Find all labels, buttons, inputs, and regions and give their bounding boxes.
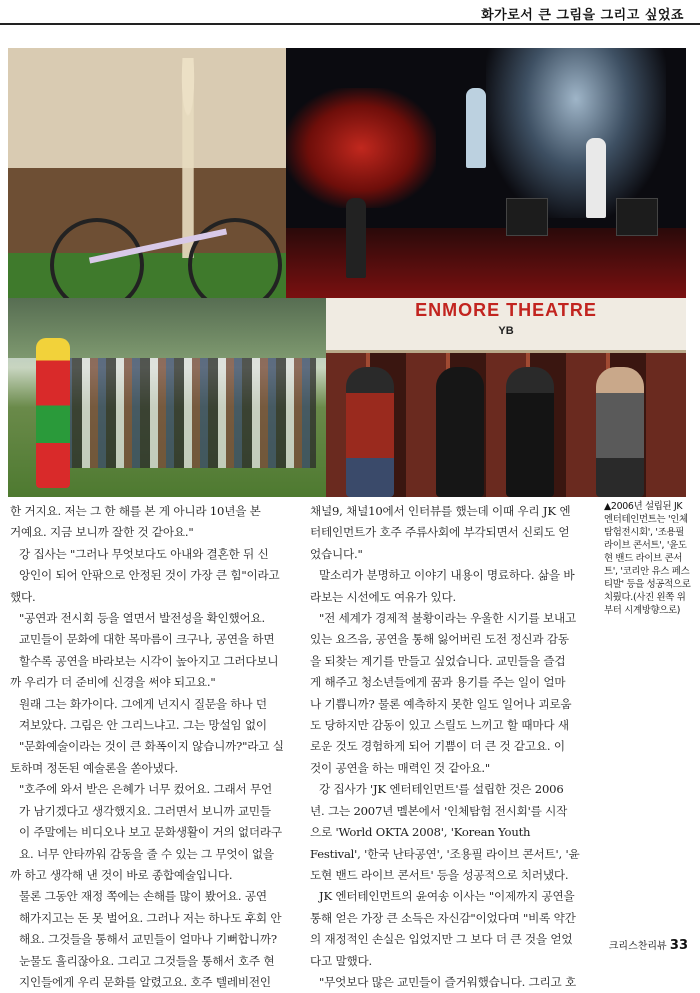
crowd [38, 358, 316, 468]
article-line: "공연과 전시회 등을 열면서 발전성을 확인했어요. [19, 611, 266, 626]
article-line: 해가지고는 돈 못 벌어요. 그러나 저는 하나도 후회 안 [19, 910, 282, 925]
article-line: 채널9, 채널10에서 인터뷰를 했는데 이때 우리 JK 엔 [310, 504, 571, 518]
article-line: 년. 그는 2007년 멜본에서 '인체탐험 전시회'를 시작 [310, 803, 568, 818]
article-line: 물론 그동안 재정 쪽에는 손해를 많이 봤어요. 공연 [19, 889, 267, 904]
photo-caption: ▲2006년 설립된 JK 엔터테인먼트는 '인체탐험전시회', '조용필 라이브 콘서트', '윤도현 밴드 라이브 콘서트', '코리안 유스 페스티발' 등을 성공적으로 치뤘다.(사진 왼쪽 위부터 시계방향으로) [604, 501, 691, 616]
article-line: 해요. 그것들을 통해서 교민들이 얼마나 기뻐합니까? [19, 932, 277, 947]
guitarist-figure [346, 198, 366, 278]
article-line: 있는 요즈음, 공연을 통해 잃어버린 도전 정신과 감동 [310, 632, 569, 647]
article-line: 져보았다. 그림은 안 그리느냐고. 그는 망설임 없이 [19, 718, 267, 733]
article-line: 가 남기겠다고 생각했지요. 그러면서 보니까 교민들 [19, 803, 271, 818]
article-line: 말소리가 분명하고 이야기 내용이 명료하다. 삶을 바 [319, 568, 575, 583]
article-line: "호주에 와서 받은 은혜가 너무 컸어요. 그래서 무언 [19, 782, 273, 797]
keyboardist-figure [466, 88, 486, 168]
article-line: 로운 것도 경험하게 되어 기쁨이 더 큰 것 같고요. 이 [310, 739, 565, 754]
article-line: 지인들에게 우리 문화를 알렸고요. 호주 텔레비전인 [19, 974, 271, 989]
article-line: 한 거지요. 저는 그 한 해를 본 게 아니라 10년을 본 [10, 504, 261, 518]
clown-figure [36, 338, 70, 488]
running-head: 화가로서 큰 그림을 그리고 싶었죠 [481, 8, 684, 23]
concert-photo [286, 48, 686, 298]
article-line: Festival', '한국 난타공연', '조용필 라이브 콘서트', '윤 [310, 846, 580, 861]
article-line: 통해 얻은 가장 큰 소득은 자신감"이었다며 "비록 약간 [310, 910, 576, 925]
page-footer [609, 937, 688, 953]
article-line: 교민들이 문화에 대한 목마름이 크구나, 공연을 하면 [19, 632, 275, 647]
article-line: 요. 너무 안타까워 감동을 줄 수 있는 그 무엇이 없을 [19, 846, 274, 861]
band-member [506, 367, 554, 497]
article-line: 라보는 시선에도 여유가 있다. [310, 589, 456, 604]
band-member [596, 367, 644, 497]
marquee-subtitle: YB [498, 325, 514, 337]
article-column-left [10, 501, 302, 993]
article-line: 도 당하지만 감동이 있고 스릴도 느끼고 할 때마다 새 [310, 718, 569, 733]
article-line: 강 집사가 'JK 엔터테인먼트'를 설립한 것은 2006 [319, 782, 564, 797]
header-rule [0, 23, 700, 25]
stage-light-blue [486, 48, 666, 218]
singer-figure [586, 138, 606, 218]
page-number: 33 [669, 938, 688, 953]
article-line: 것이 공연을 하는 매력인 것 같아요." [310, 760, 491, 775]
article-line: 이 주말에는 비디오나 보고 문화생활이 거의 없더라구 [19, 825, 282, 840]
marquee-title: ENMORE THEATRE [415, 300, 597, 320]
theatre-marquee [326, 298, 686, 353]
article-line: 눈물도 흘리잖아요. 그리고 그것들을 통해서 호주 현 [19, 953, 275, 968]
article-line: 의 재정적인 손실은 입었지만 그 보다 더 큰 것을 얻었 [310, 932, 573, 947]
article-line: 으로 'World OKTA 2008', 'Korean Youth [310, 825, 531, 840]
exhibit-photo [8, 48, 286, 298]
photo-wall [8, 48, 286, 168]
article-line: 었습니다." [310, 546, 363, 561]
article-line: 토하며 정돈된 예술론을 쏟아냈다. [10, 760, 178, 775]
article-line: 을 되찾는 계기를 만들고 싶었습니다. 교민들을 즐겁 [310, 653, 566, 668]
article-line: 할수록 공연을 바라보는 시각이 높아지고 그러다보니 [19, 653, 279, 668]
article-line: "문화예술이라는 것이 큰 화폭이지 않습니까?"라고 실 [19, 739, 284, 754]
band-member [346, 367, 394, 497]
theatre-photo [326, 298, 686, 497]
article-line: 게 해주고 청소년들에게 꿈과 용기를 주는 일이 얼마 [310, 675, 566, 690]
article-line: "무엇보다 많은 교민들이 즐거워했습니다. 그리고 호 [319, 974, 577, 989]
amplifier [616, 198, 658, 236]
amplifier [506, 198, 548, 236]
article-line: JK 엔터테인먼트의 윤여송 이사는 "이제까지 공연을 [319, 889, 575, 904]
article-line: 까 우리가 더 준비에 신경을 써야 되고요." [10, 675, 216, 690]
article-line: 거예요. 지금 보니까 잘한 것 같아요." [10, 525, 194, 540]
article-line: 까 하고 생각해 낸 것이 바로 종합예술입니다. [10, 867, 233, 882]
band-member [436, 367, 484, 497]
article-line: 터테인먼트가 호주 주류사회에 부각되면서 신뢰도 얻 [310, 525, 570, 540]
article-column-middle [310, 501, 608, 993]
article-line: 앙인이 되어 안팎으로 안정된 것이 가장 큰 힘"이라고 [19, 568, 280, 583]
article-line: 했다. [10, 589, 36, 604]
article-line: 다고 말했다. [310, 953, 372, 968]
festival-photo [8, 298, 326, 497]
article-line: 나 기쁩니까? 물론 예측하지 못한 일도 일어나 괴로움 [310, 696, 572, 711]
article-line: 강 집사는 "그러나 무엇보다도 아내와 결혼한 뒤 신 [19, 546, 269, 561]
article-line: 도현 밴드 라이브 콘서트' 등을 성공적으로 치러냈다. [310, 867, 569, 882]
article-line: 원래 그는 화가이다. 그에게 넌지시 질문을 하나 던 [19, 696, 267, 711]
article-line: "전 세계가 경제적 불황이라는 우울한 시기를 보내고 [319, 611, 577, 626]
magazine-name: 크리스찬리뷰 [608, 941, 667, 952]
stage-light-red [286, 88, 436, 208]
